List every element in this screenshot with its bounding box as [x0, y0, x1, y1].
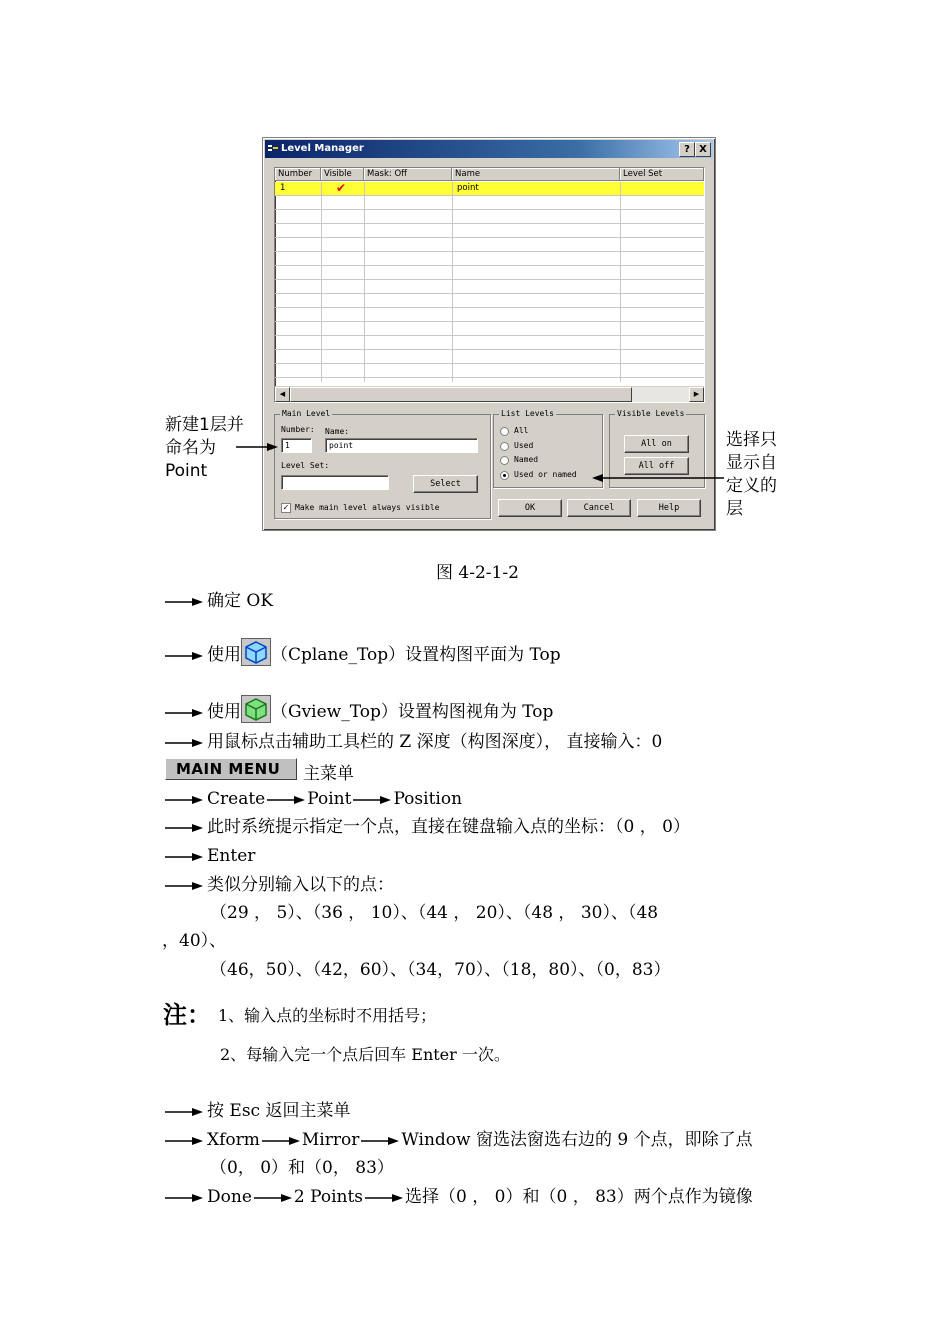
level-set-label: Level Set: — [281, 461, 330, 470]
scroll-left-icon[interactable]: ◀ — [275, 387, 290, 402]
help-button[interactable]: Help — [637, 499, 701, 517]
cancel-button[interactable]: Cancel — [567, 499, 631, 517]
table-row — [275, 322, 704, 336]
col-mask[interactable]: Mask: Off — [364, 168, 452, 181]
dialog-title: Level Manager — [281, 143, 364, 154]
step-xform-mirror — [165, 1129, 753, 1151]
radio-named-label: Named — [514, 455, 539, 464]
menu-position: Position — [393, 789, 463, 809]
points-list-1b: ，40）、 — [162, 931, 227, 951]
menu-2-points: 2 Points — [293, 1187, 364, 1207]
level-set-input[interactable] — [281, 475, 389, 490]
table-row — [275, 210, 704, 224]
radio-all[interactable] — [500, 427, 509, 436]
table-row[interactable] — [275, 182, 704, 196]
col-visible[interactable]: Visible — [321, 168, 364, 181]
cell-name: point — [457, 183, 479, 193]
name-input[interactable]: point — [325, 438, 478, 453]
table-row — [275, 252, 704, 266]
grid-line — [452, 182, 453, 382]
table-row — [275, 336, 704, 350]
annotation-line: 新建1层并 — [165, 415, 244, 435]
levels-table[interactable] — [274, 167, 705, 403]
table-row — [275, 224, 704, 238]
arrow-icon — [165, 1136, 203, 1146]
main-level-group — [274, 409, 491, 519]
left-pointer-arrow-icon — [236, 442, 278, 452]
step-text: （Gview_Top）设置构图视角为 Top — [271, 702, 554, 722]
step-text: 选择（0 ， 0）和（0 ， 83）两个点作为镜像 — [405, 1187, 753, 1207]
left-annotation — [165, 414, 244, 483]
annotation-line: 显示自 — [726, 453, 777, 473]
points-list-1: （29 ， 5）、（36 ， 10）、（44 ， 20）、（48 ， 30）、（48 — [210, 903, 659, 923]
arrow-icon — [165, 823, 203, 833]
close-button[interactable]: X — [695, 142, 711, 157]
visible-check-icon[interactable]: ✔ — [336, 181, 347, 195]
cell-number: 1 — [280, 183, 286, 193]
annotation-line: Point — [165, 461, 208, 481]
table-row — [275, 196, 704, 210]
step-input-points — [165, 874, 394, 896]
menu-xform: Xform — [207, 1130, 260, 1150]
arrow-icon — [353, 795, 391, 805]
step-enter-origin — [165, 816, 690, 838]
menu-done: Done — [207, 1187, 252, 1207]
scroll-thumb[interactable] — [290, 387, 632, 402]
list-levels-label: List Levels — [501, 409, 554, 418]
step-text: （Cplane_Top）设置构图平面为 Top — [271, 645, 561, 665]
step-text: Enter — [207, 846, 256, 866]
ok-button[interactable]: OK — [498, 499, 562, 517]
step-text: 类似分别输入以下的点： — [207, 875, 394, 895]
step-text: 使用 — [207, 645, 241, 665]
menu-create: Create — [207, 789, 266, 809]
number-label: Number: — [281, 425, 315, 434]
step-create-point — [165, 788, 462, 810]
arrow-icon — [165, 738, 203, 748]
annotation-line: 定义的 — [726, 476, 777, 496]
arrow-icon — [165, 1107, 203, 1117]
step-text: 确定 OK — [207, 591, 274, 611]
step-enter — [165, 845, 255, 867]
figure-caption: 图 4-2-1-2 — [436, 563, 519, 583]
main-menu-button[interactable]: MAIN MENU — [165, 758, 297, 780]
table-row — [275, 350, 704, 364]
right-annotation — [726, 429, 777, 521]
menu-mirror: Mirror — [301, 1130, 360, 1150]
make-visible-checkbox[interactable]: ✓ — [282, 503, 290, 512]
step-confirm-ok — [165, 590, 273, 612]
arrow-icon — [165, 708, 203, 718]
table-header — [275, 168, 704, 182]
step-xform-cont: （0， 0）和（0， 83） — [210, 1158, 394, 1178]
step-done-2points — [165, 1186, 753, 1208]
name-label: Name: — [325, 427, 350, 436]
grid-line — [321, 182, 322, 382]
help-title-button[interactable]: ? — [679, 142, 695, 157]
radio-used-or-named-label: Used or named — [514, 470, 577, 479]
arrow-icon — [254, 1193, 292, 1203]
arrow-icon — [165, 651, 203, 661]
arrow-icon — [365, 1193, 403, 1203]
menu-point: Point — [307, 789, 352, 809]
arrow-icon — [165, 1193, 203, 1203]
col-number[interactable]: Number — [275, 168, 321, 181]
note-label: 注： — [163, 1000, 211, 1029]
radio-named[interactable] — [500, 456, 509, 465]
annotation-line: 命名为 — [165, 438, 216, 458]
arrow-icon — [165, 852, 203, 862]
arrow-icon — [262, 1136, 300, 1146]
grid-line — [364, 182, 365, 382]
arrow-icon — [361, 1136, 399, 1146]
arrow-icon — [267, 795, 305, 805]
list-levels-group — [493, 409, 603, 488]
step-text: 按 Esc 返回主菜单 — [207, 1101, 351, 1121]
arrow-icon — [165, 597, 203, 607]
main-menu-text: 主菜单 — [303, 764, 354, 784]
dialog-titlebar — [265, 140, 713, 158]
horizontal-scrollbar[interactable] — [275, 386, 704, 402]
step-cplane-top — [165, 638, 561, 666]
radio-used[interactable] — [500, 442, 509, 451]
table-row — [275, 364, 704, 378]
annotation-line: 层 — [726, 499, 743, 519]
number-input[interactable]: 1 — [281, 438, 312, 453]
arrow-icon — [165, 795, 203, 805]
table-row — [275, 266, 704, 280]
cplane-top-cube-icon — [241, 638, 271, 666]
step-esc — [165, 1100, 350, 1122]
main-level-label: Main Level — [282, 409, 331, 418]
note-1: 1、输入点的坐标时不用括号； — [218, 1006, 437, 1025]
table-row — [275, 280, 704, 294]
scroll-right-icon[interactable]: ▶ — [689, 387, 704, 402]
col-name[interactable]: Name — [452, 168, 620, 181]
step-text: 用鼠标点击辅助工具栏的 Z 深度（构图深度）， 直接输入：0 — [207, 732, 663, 752]
table-row — [275, 308, 704, 322]
visible-levels-label: Visible Levels — [617, 409, 685, 418]
table-row — [275, 294, 704, 308]
grid-line — [620, 182, 621, 382]
col-level-set[interactable]: Level Set — [620, 168, 704, 181]
make-visible-label: Make main level always visible — [295, 503, 440, 512]
cell-level-set — [622, 182, 625, 195]
all-on-button[interactable]: All on — [624, 435, 689, 453]
level-manager-dialog — [262, 137, 716, 531]
radio-used-label: Used — [514, 441, 534, 450]
arrow-icon — [165, 881, 203, 891]
radio-all-label: All — [514, 426, 529, 435]
note-2: 2、每输入完一个点后回车 Enter 一次。 — [220, 1045, 510, 1064]
table-row — [275, 238, 704, 252]
gview-top-cube-icon — [241, 695, 271, 723]
step-text: Window 窗选法窗选右边的 9 个点，即除了点 — [401, 1130, 753, 1150]
step-z-depth — [165, 731, 662, 753]
cell-mask — [367, 182, 370, 195]
step-text: 使用 — [207, 702, 241, 722]
step-text: 此时系统提示指定一个点，直接在键盘输入点的坐标：（0 ， 0） — [207, 817, 690, 837]
radio-used-or-named[interactable] — [500, 471, 509, 480]
select-button[interactable]: Select — [413, 475, 478, 493]
right-pointer-arrow-icon — [592, 473, 724, 483]
app-icon — [267, 143, 279, 155]
step-gview-top — [165, 695, 553, 723]
all-off-button[interactable]: All off — [624, 457, 689, 475]
annotation-line: 选择只 — [726, 430, 777, 450]
points-list-2: （46，50）、（42，60）、（34，70）、（18，80）、（0，83） — [210, 960, 671, 980]
